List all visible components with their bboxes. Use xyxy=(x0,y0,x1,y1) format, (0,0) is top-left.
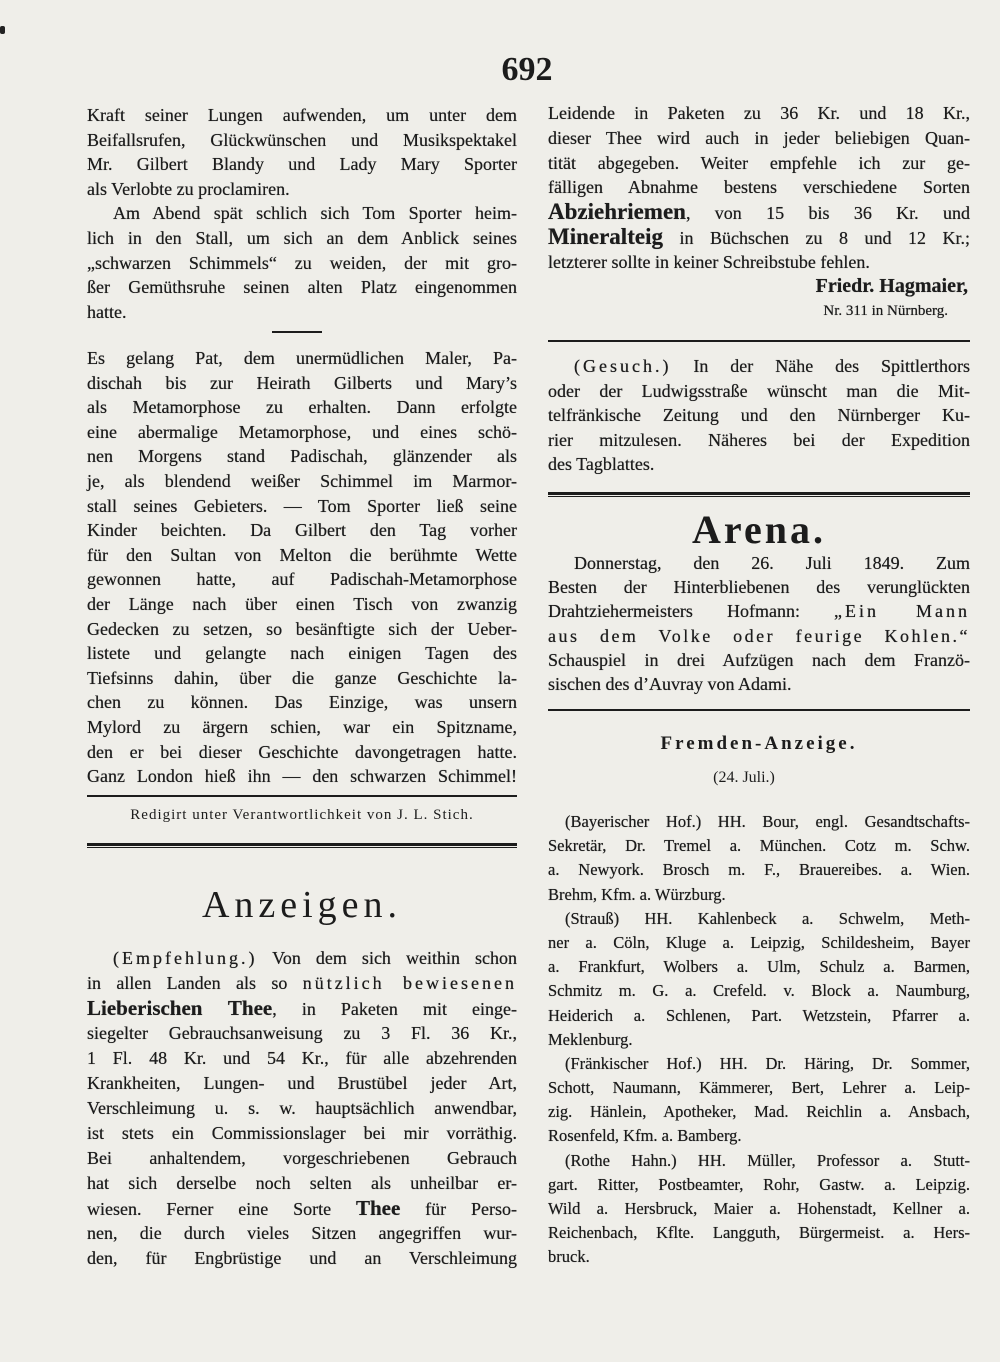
text-line: ist stets ein Commissionslager bei mir vorräthig. xyxy=(87,1123,517,1143)
text-line xyxy=(87,1196,517,1221)
text-line: je, als blendend weißer Schimmel im Marmor- xyxy=(87,470,517,491)
text-run: In der Nähe des Spittlerthors xyxy=(671,356,970,376)
text-line: Besten der Hinterbliebenen des verunglückten xyxy=(548,577,970,598)
text-line: Rosenfeld, Kfm. a. Bamberg. xyxy=(548,1126,742,1146)
date-line: (24. Juli.) xyxy=(713,769,775,786)
text-run: in allen Landen als so xyxy=(87,973,303,993)
text-line xyxy=(548,354,970,379)
spaced-text: (Empfehlung.) xyxy=(113,948,258,968)
text-line: „schwarzen Schimmels“ zu weiden, der mit gro- xyxy=(87,252,517,273)
text-line: Donnerstag, den 26. Juli 1849. Zum xyxy=(574,553,970,573)
section-heading: Anzeigen. xyxy=(201,884,403,926)
text-line: zig. Hänlein, Apotheker, Mad. Reichlin a. Ansbach, xyxy=(548,1102,970,1122)
text-line: oder der Ludwigsstraße wünscht man die Mit- xyxy=(548,380,970,401)
rule-divider xyxy=(87,795,517,797)
text-line: dieser Thee wird auch in jeder beliebigen Quan- xyxy=(548,127,970,148)
text-line: Ganz London hieß ihn — den schwarzen Schimmel! xyxy=(87,766,517,787)
text-run: für Perso- xyxy=(400,1199,517,1219)
text-line: Gedecken zu setzen, so besänftigte sich der Ueber- xyxy=(87,618,517,639)
bold-text: Abziehriemen xyxy=(548,199,686,224)
text-line xyxy=(87,946,517,971)
text-line xyxy=(548,225,970,250)
text-line: siegelter Gebrauchsanweisung zu 3 Fl. 36 Kr., xyxy=(87,1023,517,1043)
text-line: (Rothe Hahn.) HH. Müller, Professor a. Stutt- xyxy=(565,1150,970,1170)
text-line: hatte. xyxy=(87,301,127,322)
text-line: den, für Engbrüstige und an Verschleimung xyxy=(87,1248,517,1268)
text-line: hat sich derselbe noch selten als unheilbar er- xyxy=(87,1173,517,1193)
text-line: telfränkische Zeitung und den Nürnberger Ku- xyxy=(548,405,970,425)
text-line: der Länge nach über einen Tisch von zwanzig xyxy=(87,593,517,614)
text-line: ner a. Cöln, Kluge a. Leipzig, Schildesheim, Bayer xyxy=(548,932,970,952)
text-line: Schauspiel in drei Aufzügen nach dem Franzö- xyxy=(548,649,970,670)
text-line: Mr. Gilbert Blandy und Lady Mary Sporter xyxy=(87,154,517,175)
page-number: 692 xyxy=(501,51,553,88)
advertisement-tea xyxy=(87,946,517,1271)
text-line: gewonnen hatte, auf Padischah-Metamorphose xyxy=(87,569,517,590)
text-line: Schott, Naumann, Kämmerer, Bert, Lehrer a. Leip- xyxy=(548,1078,970,1098)
text-line xyxy=(548,200,970,225)
text-line: Heiderich a. Schlenen, Part. Wetzstein, Pfarrer a. xyxy=(548,1005,970,1025)
bold-text: Lieberischen Thee xyxy=(87,996,273,1020)
text-line: listete und gelangte nach einigen Tagen des xyxy=(87,643,517,664)
spaced-text: „Ein Mann xyxy=(833,601,970,622)
editor-note: Redigirt unter Verantwortlichkeit von J. L. Stich. xyxy=(130,807,474,823)
text-line: (Bayerischer Hof.) HH. Bour, engl. Gesandtschafts- xyxy=(565,812,970,831)
text-line: (Strauß) HH. Kahlenbeck a. Schwelm, Meth- xyxy=(565,908,970,928)
text-run: wiesen. Ferner eine Sorte xyxy=(87,1199,356,1219)
text-line: dischah bis zur Heirath Gilberts und Mary’s xyxy=(87,372,517,393)
text-line xyxy=(87,971,517,996)
text-line: den er bei dieser Geschichte davongetragen hatte. xyxy=(87,741,517,762)
text-line: aus dem Volke oder feurige Kohlen.“ xyxy=(548,625,970,646)
address: Nr. 311 in Nürnberg. xyxy=(823,303,948,319)
text-line: Meklenburg. xyxy=(548,1029,633,1049)
text-run: in Büchschen zu 8 und 12 Kr.; xyxy=(662,227,970,248)
left-column xyxy=(87,0,517,1362)
text-line: a. Newyork. Brosch m. F., Brauereibes. a. Wien. xyxy=(548,860,970,880)
text-line: als Verlobte zu proclamiren. xyxy=(87,178,290,199)
story-ending xyxy=(87,103,517,324)
text-line: lich in den Stall, um sich an dem Anblick seines xyxy=(87,227,517,248)
text-line: als Metamorphose zu erhalten. Dann erfolgte xyxy=(87,397,517,418)
text-run: , von 15 bis 36 Kr. und xyxy=(685,203,970,223)
text-line: Kraft seiner Lungen aufwenden, um unter dem xyxy=(87,105,517,125)
text-line: a. Frankfurt, Wolbers a. Ulm, Schulz a. Barmen, xyxy=(548,957,970,977)
text-line: Am Abend spät schlich sich Tom Sporter heim- xyxy=(113,203,517,224)
text-line: chen zu können. Das Einzige, was unsern xyxy=(87,692,517,713)
text-line: Bei anhaltendem, vorgeschriebenen Gebrauch xyxy=(87,1148,517,1168)
text-run: Drahtziehermeisters Hofmann: xyxy=(548,601,834,622)
text-line: Es gelang Pat, dem unermüdlichen Maler, Pa- xyxy=(87,348,517,368)
text-run: Von dem sich weithin schon xyxy=(257,948,517,968)
text-line: tität abgegeben. Weiter empfehle ich zur ge- xyxy=(548,152,970,173)
text-line: Schmitz m. G. a. Crefeld. v. Block a. Naumburg, xyxy=(548,981,970,1001)
text-line: bruck. xyxy=(548,1247,590,1267)
text-line: stall seines Gebieters. — Tom Sporter ließ seine xyxy=(87,495,517,516)
text-line: für den Sultan von Melton die berühmte Wette xyxy=(87,544,517,565)
section-heading: Fremden-Anzeige. xyxy=(660,733,858,754)
text-line: ßer Gemüthsruhe seinen alten Platz eingenommen xyxy=(87,277,517,298)
text-line: Leidende in Paketen zu 36 Kr. und 18 Kr., xyxy=(548,103,970,123)
theatre-notice xyxy=(548,551,970,696)
text-line: Brehm, Kfm. a. Würzburg. xyxy=(548,884,726,904)
spaced-text: (Gesuch.) xyxy=(574,356,672,376)
spaced-text: nützlich bewiesenen xyxy=(302,973,517,993)
text-line xyxy=(548,599,970,623)
notice-request xyxy=(548,354,970,477)
text-line: 1 Fl. 48 Kr. und 54 Kr., für alle abzehrenden xyxy=(87,1048,517,1068)
bold-text: Thee xyxy=(355,1196,401,1220)
text-line: nen Morgens stand Padischah, glänzender als xyxy=(87,446,517,467)
text-line: Verschleimung u. s. w. hauptsächlich anwendbar, xyxy=(87,1098,517,1118)
text-line: Kinder beichten. Da Gilbert den Tag vorher xyxy=(87,520,517,541)
scan-mark xyxy=(0,26,5,34)
text-line: fälligen Abnahme bestens verschiedene Sorten xyxy=(548,177,970,198)
visitors-list xyxy=(548,810,970,1270)
text-line: sischen des d’Auvray von Adami. xyxy=(548,673,792,694)
rule-divider xyxy=(548,340,970,342)
right-column xyxy=(548,0,970,1362)
text-run: , in Paketen mit einge- xyxy=(272,999,517,1019)
double-rule-divider xyxy=(87,843,517,848)
text-line xyxy=(87,996,517,1021)
story-epilogue xyxy=(87,346,517,789)
text-line: Beifallsrufen, Glückwünschen und Musikspektakel xyxy=(87,129,517,150)
advertisement-tea-continued xyxy=(548,101,970,324)
text-line: Tiefsinns dahin, über die ganze Geschichte la- xyxy=(87,667,517,688)
text-line: nen, die durch vieles Sitzen angegriffen wur- xyxy=(87,1223,517,1243)
text-line: Wild a. Hersbruck, Maier a. Hohenstadt, Kellner a. xyxy=(548,1199,970,1218)
double-rule-divider xyxy=(548,492,970,497)
text-line: Mylord zu ärgern schien, war ein Spitzname, xyxy=(87,716,517,737)
text-line: (Fränkischer Hof.) HH. Dr. Häring, Dr. Sommer, xyxy=(565,1053,970,1073)
text-line: rier mitzulesen. Näheres bei der Expedition xyxy=(548,429,970,450)
rule-divider xyxy=(548,709,970,711)
text-line: letzterer sollte in keiner Schreibstube fehlen. xyxy=(548,251,870,272)
text-line: Reichenbach, Kflte. Langguth, Bürgermeist. a. Hers- xyxy=(548,1223,970,1243)
text-line: Sekretär, Dr. Tremel a. München. Cotz m. Schw. xyxy=(548,836,970,856)
text-line: eine abermalige Metamorphose, und eines schö- xyxy=(87,421,517,442)
text-line: Krankheiten, Lungen- und Brustübel jeder Art, xyxy=(87,1073,517,1093)
text-line: gart. Ritter, Postbeamter, Rohr, Gastw. a. Leipzig. xyxy=(548,1174,970,1194)
section-heading: Arena. xyxy=(692,507,826,552)
short-divider xyxy=(272,331,322,333)
signature: Friedr. Hagmaier, xyxy=(815,275,968,298)
bold-text: Mineralteig xyxy=(548,223,663,249)
text-line: des Tagblattes. xyxy=(548,454,655,474)
